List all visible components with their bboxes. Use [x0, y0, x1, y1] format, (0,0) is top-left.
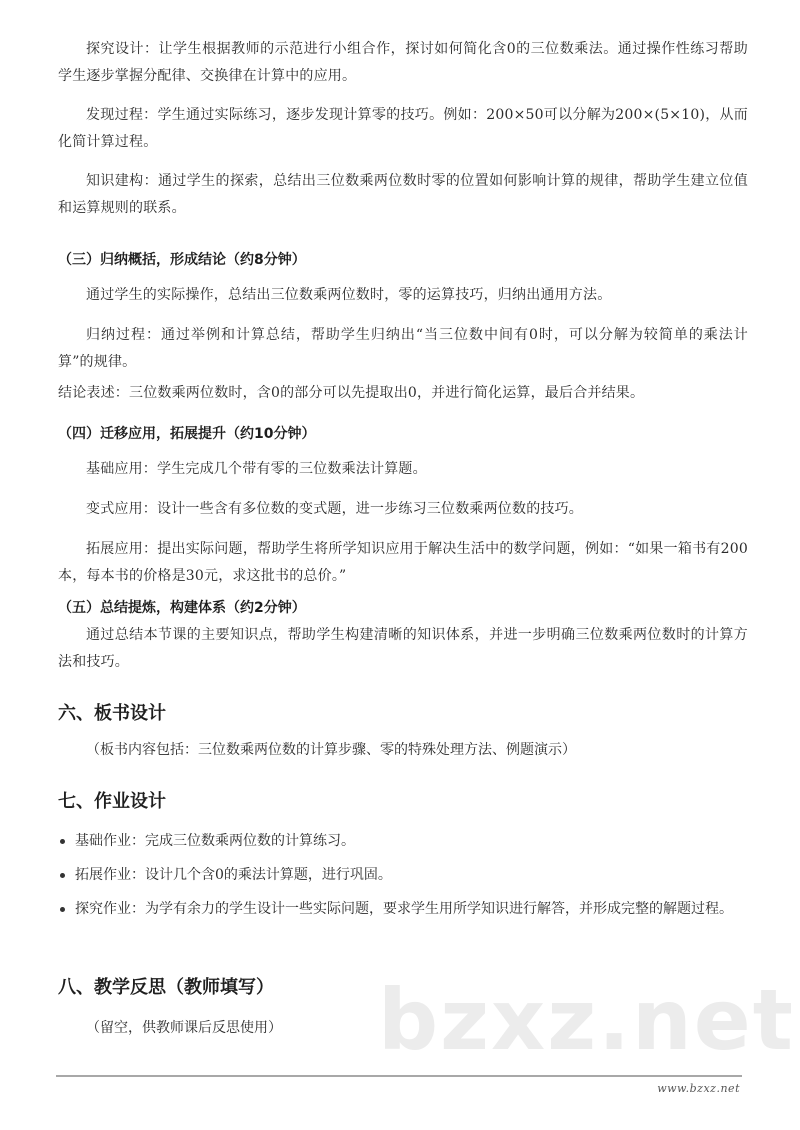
homework-item-basic: [58, 828, 748, 854]
bullet-icon: [60, 873, 65, 878]
summary-process-block: [58, 322, 748, 376]
homework-item-text: 拓展作业：设计几个含0的乘法计算题，进行巩固。: [75, 867, 392, 883]
apply-basic-block: [58, 456, 748, 483]
explore-discovery-paragraph: 发现过程：学生通过实际练习，逐步发现计算零的技巧。例如：200×50可以分解为200×(5×10)，从而化简计算过程。: [58, 107, 748, 150]
homework-item-text: 探究作业：为学有余力的学生设计一些实际问题，要求学生用所学知识进行解答，并形成完整的解题过程。: [75, 901, 733, 917]
homework-list-block: [58, 828, 748, 930]
homework-heading: 七、作业设计: [58, 791, 166, 812]
homework-item-extended: [58, 862, 748, 888]
explore-design-block: [58, 36, 748, 90]
summary-intro-paragraph: 通过学生的实际操作，总结出三位数乘两位数时，零的运算技巧，归纳出通用方法。: [86, 287, 612, 303]
explore-construction-paragraph: 知识建构：通过学生的探索，总结出三位数乘两位数时零的位置如何影响计算的规律，帮助学生建立位值和运算规则的联系。: [58, 173, 748, 216]
footer-url: www.bzxz.net: [657, 1082, 740, 1095]
reflection-note: （留空，供教师课后反思使用）: [86, 1020, 282, 1036]
homework-item-text: 基础作业：完成三位数乘两位数的计算练习。: [75, 833, 355, 849]
summary-conclusion-paragraph: 结论表述：三位数乘两位数时，含0的部分可以先提取出0，并进行简化运算，最后合并结果。: [58, 385, 645, 401]
summary-intro-block: [58, 282, 748, 309]
homework-item-inquiry: [58, 896, 748, 922]
summary-conclusion-block: [58, 380, 748, 407]
apply-extended-paragraph: 拓展应用：提出实际问题，帮助学生将所学知识应用于解决生活中的数学问题，例如：“如果一箱书有200本，每本书的价格是30元，求这批书的总价。”: [58, 541, 748, 584]
board-heading: 六、板书设计: [58, 703, 166, 724]
explore-construction-block: [58, 168, 748, 222]
apply-heading: （四）迁移应用，拓展提升（约10分钟）: [58, 426, 316, 442]
watermark-text: bzxz.net: [378, 971, 795, 1069]
homework-list: [58, 828, 748, 922]
explore-discovery-block: [58, 102, 748, 156]
wrapup-block: [58, 622, 748, 676]
reflection-heading: 八、教学反思（教师填写）: [58, 977, 274, 998]
wrapup-paragraph: 通过总结本节课的主要知识点，帮助学生构建清晰的知识体系，并进一步明确三位数乘两位数时的计算方法和技巧。: [58, 627, 748, 670]
bullet-icon: [60, 907, 65, 912]
wrapup-heading: （五）总结提炼，构建体系（约2分钟）: [58, 600, 306, 616]
board-note: （板书内容包括：三位数乘两位数的计算步骤、零的特殊处理方法、例题演示）: [86, 742, 576, 758]
summary-process-paragraph: 归纳过程：通过举例和计算总结，帮助学生归纳出“当三位数中间有0时，可以分解为较简单的乘法计算”的规律。: [58, 327, 748, 370]
footer-divider: [56, 1075, 742, 1077]
summary-heading: （三）归纳概括，形成结论（约8分钟）: [58, 252, 306, 268]
bullet-icon: [60, 839, 65, 844]
apply-extended-block: [58, 536, 748, 590]
explore-design-paragraph: 探究设计：让学生根据教师的示范进行小组合作，探讨如何简化含0的三位数乘法。通过操作性练习帮助学生逐步掌握分配律、交换律在计算中的应用。: [58, 41, 748, 84]
apply-variant-paragraph: 变式应用：设计一些含有多位数的变式题，进一步练习三位数乘两位数的技巧。: [86, 501, 583, 517]
apply-basic-paragraph: 基础应用：学生完成几个带有零的三位数乘法计算题。: [86, 461, 427, 477]
apply-variant-block: [58, 496, 748, 523]
